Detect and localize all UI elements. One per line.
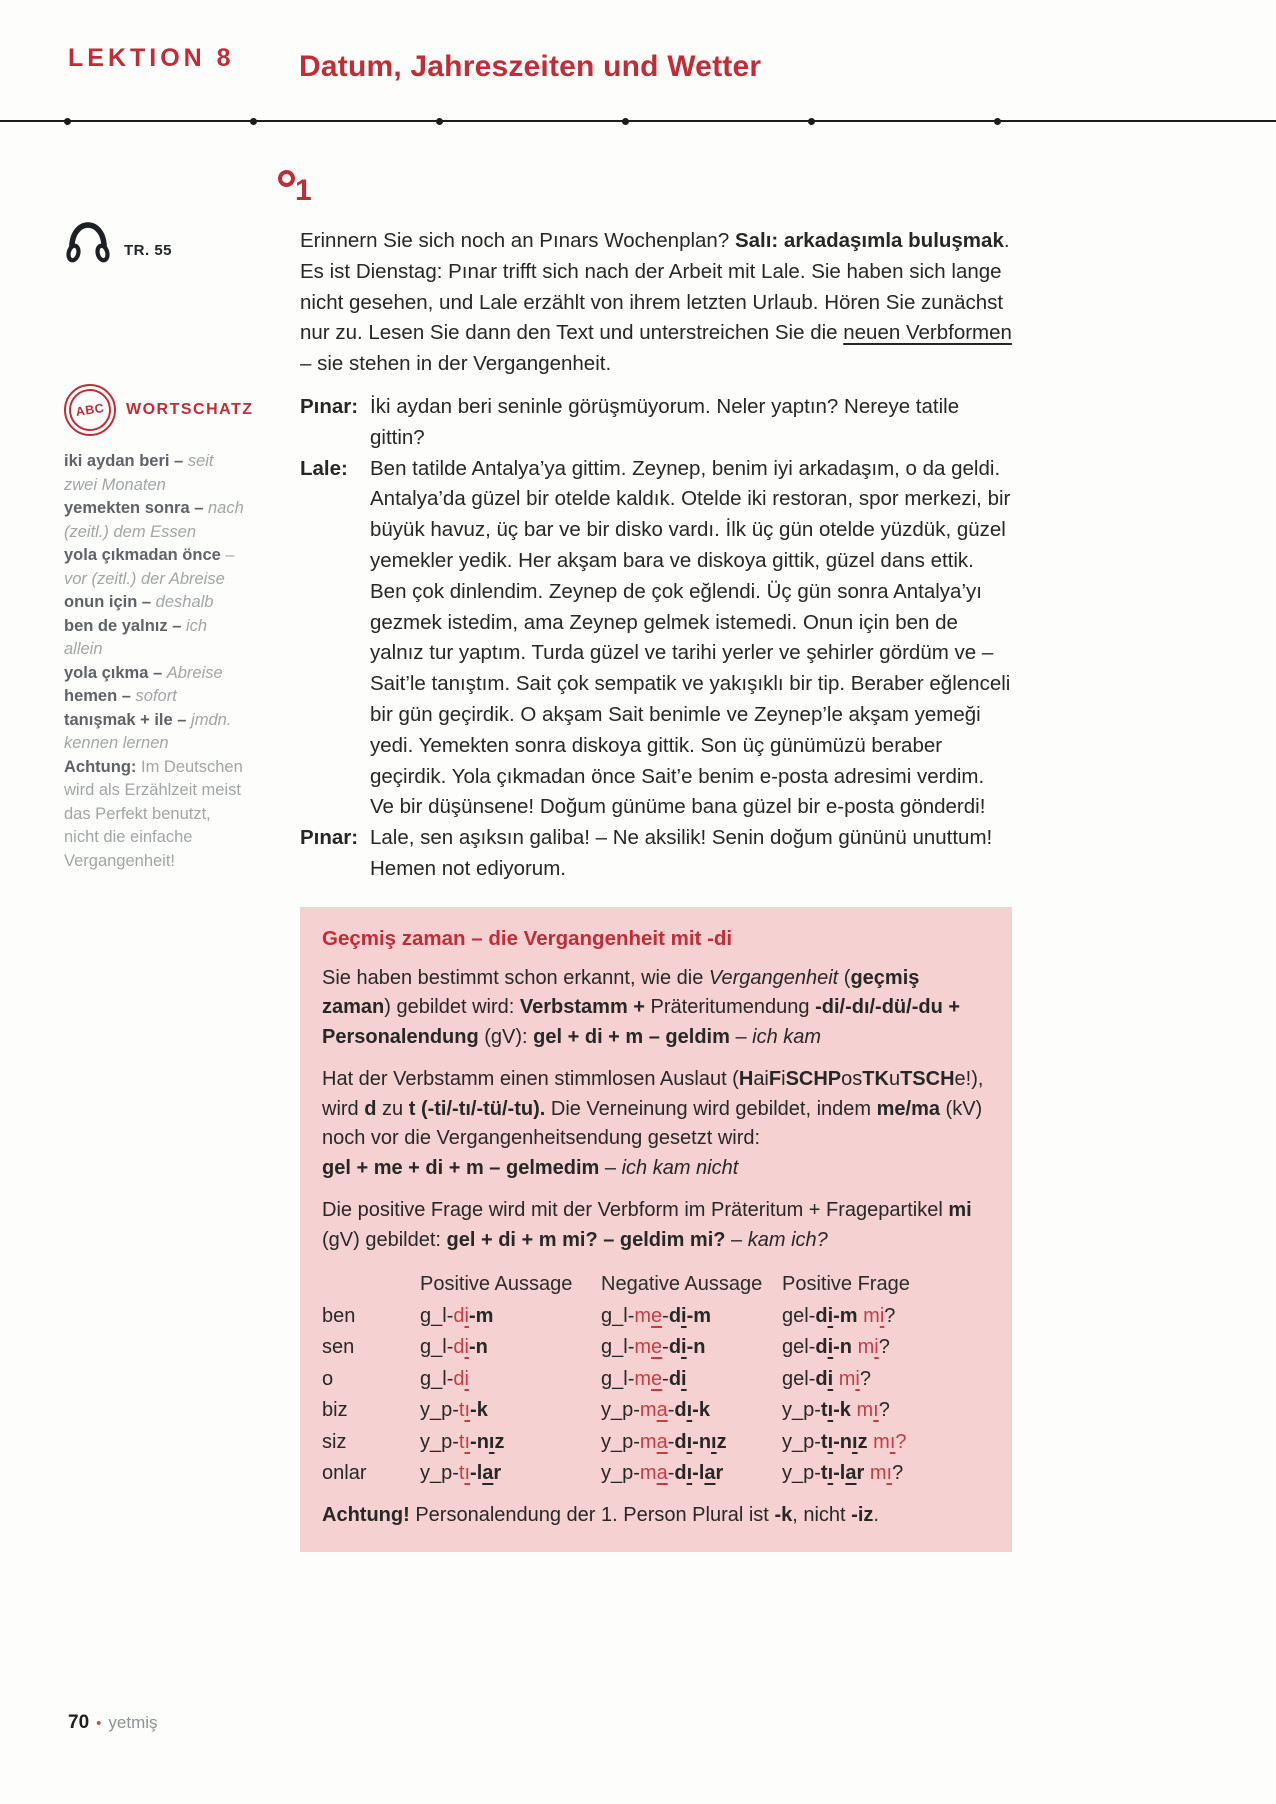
text-segment: i: [827, 1336, 834, 1359]
negative-cell: [601, 1395, 782, 1427]
text-segment: y_p-: [601, 1430, 640, 1453]
text-segment: d: [674, 1462, 687, 1485]
text-segment: gel + di + m mi? – geldim mi?: [446, 1228, 726, 1251]
text-segment: i: [681, 1367, 687, 1390]
page-number-word: yetmiş: [108, 1713, 158, 1732]
conjugation-table-body: [322, 1301, 988, 1490]
dialogue-text: Ben tatilde Antalya’ya gittim. Zeynep, benim iyi arkadaşım, o da geldi. Antalya’da güzel bir otelde kaldık. Otelde iki restoran, spor merkezi, bir büyük havuz, üç bar ve bir disko vardı. İlk üç gün otelde yüzdük, güzel yemekler yedik. Her akşam bara ve diskoya gittik, güzel dans ettik. Ben çok dinlendim. Zeynep de çok eğlendi. Üç gün sonra Antalya’yı gezmek istedim, ama Zeynep gelmek istemedi. Onun için ben de yalnız tur yaptım. Turda güzel ve tarihi yerler ve şehirler gördüm ve – Sait’le tanıştım. Sait çok sempatik ve yakışıklı bir tip. Beraber eğlenceli bir gün geçirdik. O akşam Sait benimle ve Zeynep’le akşam yemeği yedi. Yemekten sonra diskoya gittik. Son üç günümüzü beraber geçirdik. Yola çıkmadan önce Sait’e benim e-posta adresimi verdim. Ve bir düşünsene! Doğum günüme bana güzel bir e-posta gönderdi!: [370, 456, 1011, 819]
pronoun-cell: ben: [322, 1304, 356, 1327]
text-segment: -k: [470, 1399, 488, 1422]
positive-cell: [420, 1395, 601, 1427]
text-segment: ): [384, 996, 391, 1019]
text-segment: (: [838, 966, 851, 989]
vocab-translation: sofort: [135, 687, 177, 705]
text-segment: ı: [852, 1430, 858, 1453]
text-segment: ?: [884, 1304, 896, 1327]
text-segment: i: [464, 1367, 469, 1390]
grammar-paragraph: [322, 964, 988, 1053]
text-segment: -k: [692, 1399, 710, 1422]
divider-dot: [808, 118, 815, 125]
exercise-marker-icon: [278, 170, 295, 187]
text-segment: mi: [948, 1199, 972, 1222]
text-segment: z: [716, 1430, 727, 1453]
text-segment: SCH: [785, 1068, 828, 1091]
text-segment: g_l-: [601, 1304, 635, 1327]
text-segment: g_l-: [601, 1367, 635, 1390]
text-segment: i: [855, 1367, 860, 1390]
text-segment: g_l-: [420, 1336, 454, 1359]
text-segment: m: [869, 1462, 887, 1485]
text-segment: ı: [686, 1462, 693, 1485]
text-segment: gel-: [782, 1367, 816, 1390]
text-segment: ı: [464, 1462, 471, 1485]
text-segment: m: [863, 1304, 880, 1327]
text-segment: F: [768, 1068, 782, 1091]
vocab-translation: seit zwei Monaten: [64, 452, 214, 494]
question-cell: [782, 1458, 988, 1490]
text-segment: -: [662, 1367, 669, 1390]
text-segment: Erinnern Sie sich noch an Pınars Wochenplan?: [300, 229, 735, 252]
text-segment: d: [815, 1304, 828, 1327]
dialogue: [300, 392, 1012, 885]
text-segment: gel-: [782, 1336, 816, 1359]
text-segment: t: [458, 1430, 465, 1453]
vocab-term: iki aydan beri –: [64, 452, 188, 470]
divider-dot: [436, 118, 443, 125]
text-segment: -k: [833, 1399, 851, 1422]
text-segment: r: [493, 1462, 502, 1485]
text-segment: gel + di + m – geldim: [533, 1025, 730, 1048]
vocab-translation: deshalb: [155, 593, 214, 611]
text-segment: i: [827, 1304, 834, 1327]
text-segment: me/ma: [876, 1097, 940, 1120]
lesson-label: LEKTION 8: [68, 44, 235, 72]
pronoun-cell: sen: [322, 1336, 355, 1359]
text-segment: K: [874, 1068, 889, 1091]
text-segment: d: [674, 1399, 687, 1422]
text-segment: ı: [827, 1399, 834, 1422]
text-segment: Verbstamm +: [519, 996, 645, 1019]
vocab-entry: [64, 662, 250, 686]
divider-dot: [994, 118, 1001, 125]
column-header: Positive Frage: [782, 1273, 910, 1296]
text-segment: a: [704, 1462, 716, 1485]
text-segment: ı: [886, 1462, 893, 1485]
text-segment: gel + me + di + m – gelmedim: [322, 1156, 600, 1179]
text-segment: gel-: [782, 1304, 816, 1327]
text-segment: -n: [470, 1430, 489, 1453]
header-divider: [0, 120, 1276, 122]
text-segment: . Es ist Dienstag: Pınar trifft sich nach der Arbeit mit Lale. Sie haben sich lange nicht gesehen, und Lale erzählt von ihrem letzten Urlaub. Hören Sie zunächst nur zu. Lesen Sie dann den Text und unterstreichen Sie die: [300, 229, 1010, 345]
text-segment: d: [668, 1367, 682, 1390]
text-segment: TSCH: [900, 1068, 955, 1091]
divider-dot: [64, 118, 71, 125]
text-segment: i: [827, 1367, 834, 1390]
conjugation-row: [322, 1458, 988, 1490]
text-segment: – sie stehen in der Vergangenheit.: [300, 352, 612, 376]
text-segment: -: [667, 1430, 675, 1453]
page-footer: [68, 1712, 158, 1734]
text-segment: H: [738, 1068, 754, 1091]
text-segment: y_p-: [601, 1399, 640, 1422]
footer-dot-icon: •: [96, 1715, 102, 1732]
text-segment: -k: [774, 1503, 793, 1526]
text-segment: (gV) gebildet:: [322, 1228, 447, 1251]
negative-cell: [601, 1427, 782, 1459]
conjugation-table: [322, 1269, 988, 1490]
positive-cell: [420, 1427, 601, 1459]
positive-cell: [420, 1364, 601, 1396]
text-segment: d: [453, 1367, 465, 1390]
negative-cell: [601, 1458, 782, 1490]
dialogue-row: [300, 392, 1012, 454]
text-segment: ?: [892, 1462, 904, 1485]
text-segment: z: [494, 1430, 505, 1453]
text-segment: d: [668, 1336, 682, 1359]
vocab-term: yola çıkma –: [64, 663, 167, 682]
conjugation-row: [322, 1427, 988, 1459]
text-segment: –: [725, 1228, 748, 1251]
text-segment: y_p-: [782, 1430, 821, 1453]
text-segment: ı: [686, 1399, 693, 1422]
audio-track-label: TR. 55: [124, 242, 173, 259]
vocab-translation: Abreise: [166, 663, 223, 682]
text-segment: (gV):: [478, 1025, 534, 1048]
text-segment: d: [364, 1097, 377, 1120]
text-segment: -n: [692, 1430, 712, 1453]
vocab-entry: [64, 591, 250, 615]
text-segment: d: [815, 1336, 828, 1359]
vocab-translation: jmdn. kennen lernen: [64, 710, 232, 752]
vocab-entry: [64, 685, 250, 709]
text-segment: r: [715, 1462, 724, 1485]
text-segment: ı: [711, 1430, 717, 1453]
divider-dot: [250, 118, 257, 125]
speaker-label: Pınar:: [300, 394, 359, 418]
vocab-term: ben de yalnız –: [64, 616, 186, 635]
text-segment: i: [464, 1336, 469, 1359]
text-segment: m: [634, 1336, 652, 1359]
text-segment: -: [667, 1462, 675, 1485]
text-segment: d: [668, 1304, 682, 1327]
grammar-paragraph: [322, 1196, 988, 1255]
question-cell: [782, 1395, 988, 1427]
text-segment: -iz: [851, 1503, 874, 1526]
text-segment: ich kam: [752, 1025, 822, 1048]
grammar-paragraph: [322, 1065, 988, 1183]
text-segment: ı: [827, 1462, 834, 1485]
wortschatz-heading: WORTSCHATZ: [126, 401, 254, 418]
text-segment: ?: [895, 1430, 907, 1453]
text-segment: os: [841, 1068, 863, 1091]
text-segment: geçmiş zaman: [322, 966, 920, 1019]
text-segment: a: [656, 1462, 668, 1485]
speaker-label: Lale:: [300, 456, 348, 480]
negative-cell: [601, 1332, 782, 1364]
text-segment: y_p-: [420, 1462, 459, 1485]
text-segment: ?: [878, 1336, 890, 1359]
text-segment: y_p-: [420, 1399, 459, 1422]
text-segment: zu: [376, 1097, 409, 1120]
column-header: Negative Aussage: [601, 1273, 763, 1296]
dialogue-row: [300, 454, 1012, 824]
text-segment: t: [820, 1462, 828, 1485]
vocab-entry: [64, 497, 250, 544]
text-segment: m: [838, 1367, 856, 1390]
grammar-note: [322, 1501, 988, 1530]
text-segment: Die Verneinung wird gebildet, indem: [545, 1097, 877, 1120]
pronoun-cell: biz: [322, 1399, 348, 1422]
text-segment: gebildet wird:: [390, 996, 520, 1019]
text-segment: Hat der Verbstamm einen stimmlosen Auslaut (: [322, 1068, 739, 1091]
conjugation-row: [322, 1364, 988, 1396]
text-segment: m: [857, 1336, 875, 1359]
text-segment: d: [453, 1304, 465, 1327]
text-segment: y_p-: [420, 1430, 459, 1453]
text-segment: Personalendung der 1. Person Plural ist: [409, 1503, 775, 1526]
text-segment: y_p-: [601, 1462, 640, 1485]
text-segment: ı: [488, 1430, 495, 1453]
text-segment: i: [879, 1304, 885, 1327]
text-segment: -m: [468, 1304, 494, 1327]
text-segment: d: [815, 1367, 828, 1390]
pronoun-cell: siz: [322, 1430, 347, 1453]
text-segment: ı: [464, 1430, 471, 1453]
text-segment: e: [651, 1367, 663, 1390]
grammar-box-title: Geçmiş zaman – die Vergangenheit mit -di: [322, 926, 733, 950]
text-segment: i: [681, 1336, 687, 1359]
text-segment: ich kam nicht: [621, 1156, 739, 1179]
text-segment: Achtung!: [322, 1503, 410, 1526]
text-segment: m: [639, 1462, 657, 1485]
text-segment: .: [873, 1503, 879, 1526]
vocab-term: yola çıkmadan önce: [64, 546, 226, 564]
vocab-entry: [64, 544, 250, 591]
exercise-number: 1: [295, 174, 312, 207]
negative-cell: [601, 1364, 782, 1396]
text-segment: -l: [470, 1462, 483, 1485]
text-segment: Präteritumendung: [644, 996, 816, 1019]
text-segment: a: [845, 1462, 857, 1485]
text-segment: ı: [827, 1430, 834, 1453]
main-column: [295, 168, 1012, 1552]
text-segment: -di/-dı/-dü/-du + Personalendung: [322, 996, 961, 1048]
conjugation-row: [322, 1332, 988, 1364]
text-segment: u: [888, 1068, 901, 1091]
text-segment: -l: [833, 1462, 846, 1485]
exercise-instructions: [300, 226, 1012, 380]
vocab-entry: [64, 615, 250, 662]
text-segment: Die positive Frage wird mit der Verbform im Präteritum + Fragepartikel: [322, 1199, 949, 1222]
positive-cell: [420, 1458, 601, 1490]
vocab-translation: Im Deutschen wird als Erzählzeit meist das Perfekt benutzt, nicht die einfache Vergangenheit!: [64, 757, 243, 870]
vocab-term: tanışmak + ile –: [64, 710, 192, 729]
dialogue-text: İki aydan beri seninle görüşmüyorum. Neler yaptın? Nereye tatile gittin?: [370, 394, 960, 449]
text-segment: g_l-: [420, 1304, 454, 1327]
text-segment: e: [651, 1304, 663, 1327]
question-cell: [782, 1427, 988, 1459]
text-segment: g_l-: [601, 1336, 635, 1359]
question-cell: [782, 1301, 988, 1333]
text-segment: ai: [753, 1068, 769, 1091]
text-segment: Vergangenheit: [708, 966, 839, 989]
text-segment: –: [729, 1025, 753, 1048]
text-segment: t: [820, 1430, 828, 1453]
text-segment: ı: [464, 1399, 471, 1422]
text-segment: -: [667, 1399, 675, 1422]
text-segment: neuen Verbformen: [843, 321, 1012, 345]
text-segment: -n: [833, 1430, 853, 1453]
exercise-header: [295, 168, 1012, 226]
text-segment: ?: [859, 1367, 871, 1390]
headphones-icon: [64, 220, 112, 269]
positive-cell: [420, 1332, 601, 1364]
text-segment: e: [954, 1068, 966, 1091]
wortschatz-header: [64, 384, 254, 436]
text-segment: z: [857, 1430, 868, 1453]
text-segment: ?: [878, 1399, 890, 1422]
text-segment: m: [873, 1430, 890, 1453]
text-segment: kam ich?: [747, 1228, 828, 1251]
text-segment: ı: [686, 1430, 693, 1453]
text-segment: i: [874, 1336, 879, 1359]
positive-cell: [420, 1301, 601, 1333]
text-segment: d: [453, 1336, 465, 1359]
text-segment: t: [458, 1462, 465, 1485]
text-segment: -m: [686, 1304, 712, 1327]
text-segment: t: [408, 1097, 416, 1120]
question-cell: [782, 1332, 988, 1364]
vocab-term: yemekten sonra –: [64, 499, 208, 517]
vocab-translation: ich allein: [64, 616, 208, 658]
grammar-box: [300, 907, 1012, 1552]
text-segment: P: [827, 1068, 842, 1091]
text-segment: Salı: arkadaşımla buluşmak: [734, 229, 1004, 252]
text-segment: (kV) noch vor die Vergangenheitsendung gesetzt wird:: [322, 1097, 983, 1150]
abc-vocabulary-icon: ABC: [64, 384, 116, 436]
text-segment: r: [856, 1462, 865, 1485]
conjugation-row: [322, 1301, 988, 1333]
text-segment: a: [656, 1430, 668, 1453]
text-segment: , nicht: [792, 1503, 852, 1526]
pronoun-cell: o: [322, 1367, 334, 1390]
text-segment: e: [651, 1336, 663, 1359]
vocab-translation: nach (zeitl.) dem Essen: [64, 499, 244, 541]
vocab-term: onun için –: [64, 593, 156, 611]
vocab-entry: [64, 709, 250, 756]
vocabulary-list: [64, 450, 250, 873]
text-segment: t: [458, 1399, 465, 1422]
conjugation-row: [322, 1395, 988, 1427]
page-number: 70: [68, 1712, 90, 1733]
vocab-term: hemen –: [64, 687, 136, 705]
column-header: Positive Aussage: [420, 1273, 573, 1296]
text-segment: -n: [833, 1336, 853, 1359]
text-segment: -: [662, 1304, 669, 1327]
text-segment: -n: [468, 1336, 488, 1359]
vocab-translation: – vor (zeitl.) der Abreise: [64, 546, 235, 588]
wortschatz-sidebar: [64, 384, 254, 873]
text-segment: y_p-: [782, 1399, 821, 1422]
text-segment: (-ti/-tı/-tü/-tu).: [420, 1097, 546, 1120]
text-segment: -m: [833, 1304, 858, 1327]
text-segment: m: [634, 1367, 652, 1390]
text-segment: i: [681, 1304, 687, 1327]
text-segment: ı: [873, 1399, 879, 1422]
text-segment: g_l-: [420, 1367, 454, 1390]
question-cell: [782, 1364, 988, 1396]
audio-track-indicator: [64, 220, 172, 269]
divider-dot: [622, 118, 629, 125]
text-segment: m: [856, 1399, 874, 1422]
page-title: Datum, Jahreszeiten und Wetter: [299, 50, 762, 83]
vocab-term: Achtung:: [64, 757, 141, 776]
text-segment: Sie haben bestimmt schon erkannt, wie die: [322, 966, 709, 989]
text-segment: -n: [686, 1336, 706, 1359]
text-segment: m: [634, 1304, 652, 1327]
text-segment: i: [781, 1068, 786, 1091]
text-segment: -: [662, 1336, 669, 1359]
vocab-entry: [64, 450, 250, 497]
text-segment: a: [482, 1462, 494, 1485]
text-segment: a: [656, 1399, 668, 1422]
text-segment: d: [674, 1430, 687, 1453]
text-segment: ı: [889, 1430, 896, 1453]
text-segment: –: [599, 1156, 622, 1179]
text-segment: !), wird: [322, 1068, 984, 1120]
text-segment: m: [639, 1399, 657, 1422]
vocab-entry: [64, 756, 250, 874]
conjugation-table-header: [322, 1269, 988, 1301]
pronoun-cell: onlar: [322, 1462, 367, 1485]
text-segment: T: [862, 1068, 875, 1091]
text-segment: m: [639, 1430, 657, 1453]
dialogue-row: [300, 823, 1012, 885]
text-segment: t: [820, 1399, 828, 1422]
text-segment: y_p-: [782, 1462, 821, 1485]
text-segment: i: [464, 1304, 469, 1327]
speaker-label: Pınar:: [300, 826, 359, 850]
negative-cell: [601, 1301, 782, 1333]
dialogue-text: Lale, sen aşıksın galiba! – Ne aksilik! Senin doğum gününü unuttum! Hemen not ediyorum.: [370, 826, 993, 880]
text-segment: -l: [692, 1462, 705, 1485]
